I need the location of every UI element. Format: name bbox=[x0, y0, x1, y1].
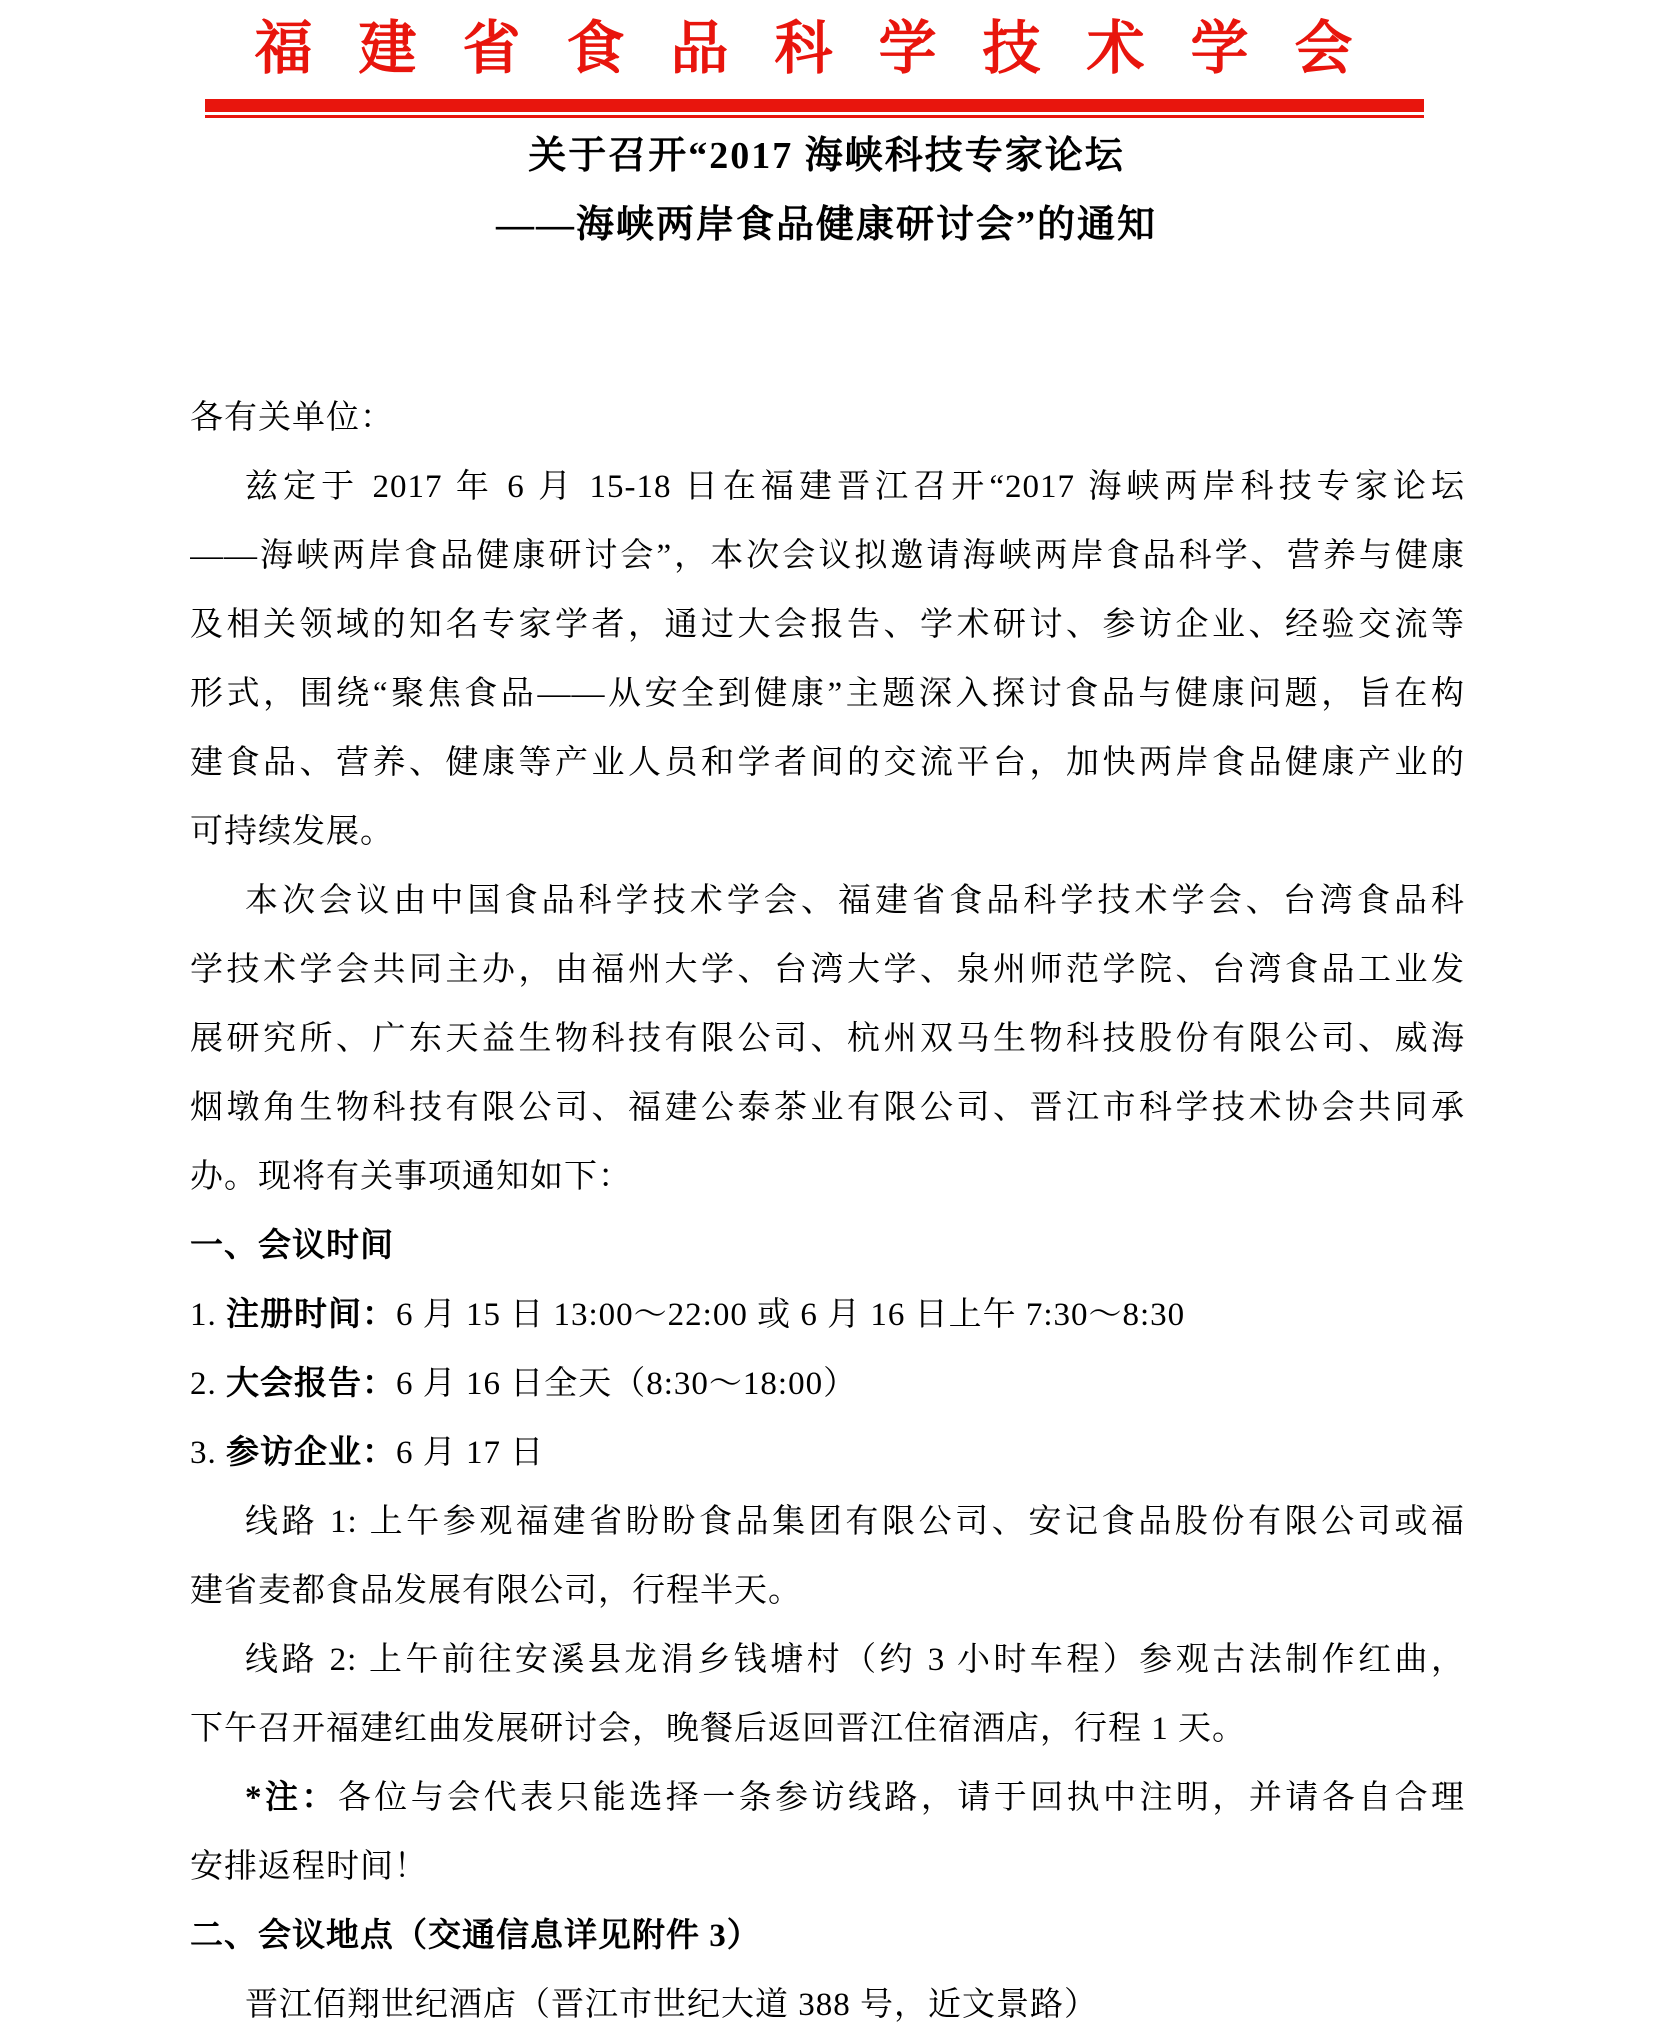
text-segment: 展研究所、广东天益生物科技有限公司、杭州双马生物科技股份有限公司、威海 bbox=[190, 1021, 1465, 1057]
text-segment: 二、会议地点（交通信息详见附件 3） bbox=[190, 1918, 761, 1954]
text-segment: 线路 1: 上午参观福建省盼盼食品集团有限公司、安记食品股份有限公司或福 bbox=[245, 1504, 1465, 1540]
route1-line1 bbox=[190, 1499, 1465, 1568]
text-segment: *注： bbox=[245, 1780, 338, 1816]
document-title-line1: 关于召开“2017 海峡科技专家论坛 bbox=[528, 135, 1125, 177]
text-segment: 兹定于 2017 年 6 月 15-18 日在福建晋江召开“2017 海峡两岸科技专家论坛 bbox=[245, 469, 1465, 505]
route2-line2 bbox=[190, 1706, 1465, 1775]
para1-line4 bbox=[190, 671, 1465, 740]
para1-line6 bbox=[190, 809, 1465, 878]
divider-thin-line bbox=[205, 115, 1424, 118]
item1-registration bbox=[190, 1292, 1465, 1361]
text-segment: 2. bbox=[190, 1366, 226, 1402]
text-segment: 及相关领域的知名专家学者，通过大会报告、学术研讨、参访企业、经验交流等 bbox=[190, 607, 1465, 643]
text-segment: 形式，围绕“聚焦食品——从安全到健康”主题深入探讨食品与健康问题，旨在构 bbox=[190, 676, 1465, 712]
text-segment: 各有关单位： bbox=[190, 400, 394, 436]
note-line2 bbox=[190, 1844, 1465, 1913]
para1-line2 bbox=[190, 533, 1465, 602]
section1-heading bbox=[190, 1223, 1465, 1292]
text-segment: 大会报告： bbox=[226, 1366, 396, 1402]
text-segment: 6 月 17 日 bbox=[396, 1435, 545, 1471]
document-body bbox=[190, 395, 1465, 2042]
para1-line1 bbox=[190, 464, 1465, 533]
text-segment: 线路 2: 上午前往安溪县龙涓乡钱塘村（约 3 小时车程）参观古法制作红曲， bbox=[245, 1642, 1465, 1678]
para1-line5 bbox=[190, 740, 1465, 809]
text-segment: 学技术学会共同主办，由福州大学、台湾大学、泉州师范学院、台湾食品工业发 bbox=[190, 952, 1465, 988]
text-segment: 6 月 16 日全天（8:30～18:00） bbox=[396, 1366, 858, 1402]
para2-line3 bbox=[190, 1016, 1465, 1085]
text-segment: 安排返程时间！ bbox=[190, 1849, 428, 1885]
text-segment: 3. bbox=[190, 1435, 226, 1471]
venue bbox=[190, 1982, 1465, 2042]
text-segment: 1. bbox=[190, 1297, 226, 1333]
text-segment: 可持续发展。 bbox=[190, 814, 394, 850]
text-segment: 晋江佰翔世纪酒店（晋江市世纪大道 388 号，近文景路） bbox=[245, 1987, 1098, 2023]
para2-line4 bbox=[190, 1085, 1465, 1154]
text-segment: 下午召开福建红曲发展研讨会，晚餐后返回晋江住宿酒店，行程 1 天。 bbox=[190, 1711, 1246, 1747]
section2-heading bbox=[190, 1913, 1465, 1982]
para2-line1 bbox=[190, 878, 1465, 947]
divider-thick-line bbox=[205, 99, 1424, 112]
text-segment: 一、会议时间 bbox=[190, 1228, 394, 1264]
document-title-line2: ——海峡两岸食品健康研讨会”的通知 bbox=[495, 204, 1157, 246]
text-segment: 建省麦都食品发展有限公司，行程半天。 bbox=[190, 1573, 802, 1609]
text-segment: ——海峡两岸食品健康研讨会”，本次会议拟邀请海峡两岸食品科学、营养与健康 bbox=[190, 538, 1465, 574]
text-segment: 本次会议由中国食品科学技术学会、福建省食品科学技术学会、台湾食品科 bbox=[245, 883, 1465, 919]
note-line1 bbox=[190, 1775, 1465, 1844]
text-segment: 烟墩角生物科技有限公司、福建公泰茶业有限公司、晋江市科学技术协会共同承 bbox=[190, 1090, 1465, 1126]
organization-name: 福建省食品科学技术学会 bbox=[254, 16, 1399, 81]
para2-line2 bbox=[190, 947, 1465, 1016]
route2-line1 bbox=[190, 1637, 1465, 1706]
route1-line2 bbox=[190, 1568, 1465, 1637]
text-segment: 注册时间： bbox=[226, 1297, 396, 1333]
salutation bbox=[190, 395, 1465, 464]
text-segment: 各位与会代表只能选择一条参访线路，请于回执中注明，并请各自合理 bbox=[337, 1780, 1465, 1816]
para2-line5 bbox=[190, 1154, 1465, 1223]
text-segment: 6 月 15 日 13:00～22:00 或 6 月 16 日上午 7:30～8:30 bbox=[396, 1297, 1186, 1333]
item2-reports bbox=[190, 1361, 1465, 1430]
header-divider bbox=[205, 99, 1424, 118]
text-segment: 建食品、营养、健康等产业人员和学者间的交流平台，加快两岸食品健康产业的 bbox=[190, 745, 1465, 781]
item3-visits bbox=[190, 1430, 1465, 1499]
text-segment: 办。现将有关事项通知如下： bbox=[190, 1159, 632, 1195]
para1-line3 bbox=[190, 602, 1465, 671]
text-segment: 参访企业： bbox=[226, 1435, 396, 1471]
